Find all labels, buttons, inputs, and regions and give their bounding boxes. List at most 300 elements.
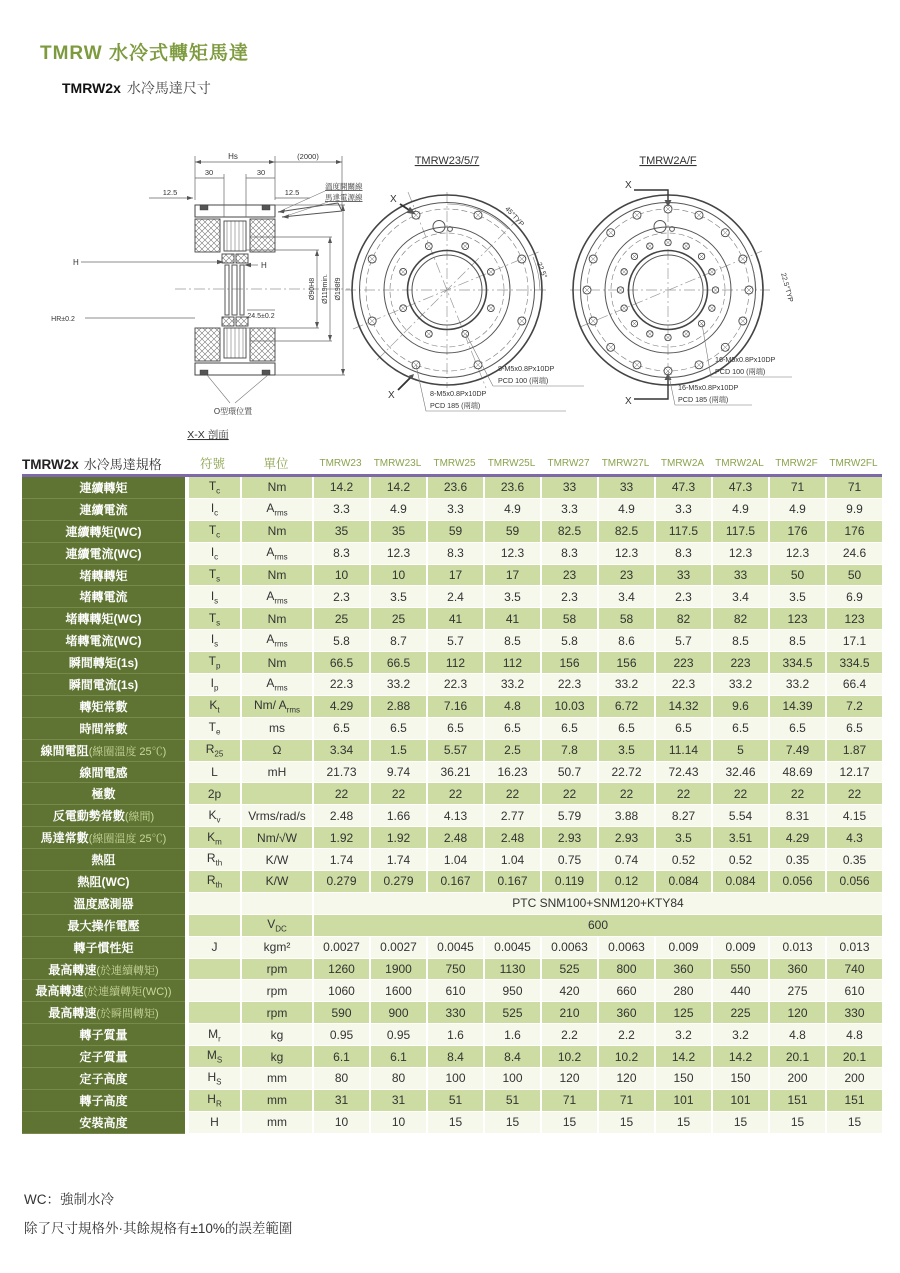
callout-pcd100-line1: 8-M5x0.8Px10DP bbox=[498, 364, 555, 373]
spec-row bbox=[22, 586, 882, 608]
spec-row-label: 堵轉電流(WC) bbox=[22, 630, 185, 652]
value-cell: 440 bbox=[711, 980, 768, 1002]
spec-row bbox=[22, 652, 882, 674]
value-cell: 58 bbox=[597, 608, 654, 630]
value-cell: 3.3 bbox=[654, 499, 711, 521]
value-cell: 41 bbox=[483, 608, 540, 630]
angle-45typ-label: 45°TYP bbox=[503, 205, 525, 229]
value-cell: 7.49 bbox=[768, 740, 825, 762]
stator-section bbox=[195, 219, 220, 252]
spec-row-label: 安裝高度 bbox=[22, 1112, 185, 1134]
value-cell: 41 bbox=[426, 608, 483, 630]
column-header-tmrw27l: TMRW27L bbox=[597, 452, 654, 477]
unit-cell: $V_{DC}$ bbox=[240, 915, 312, 937]
value-cell: 6.1 bbox=[369, 1046, 426, 1068]
x-marker-top: X bbox=[625, 180, 632, 191]
value-cell: 22 bbox=[369, 783, 426, 805]
value-cell: 72.43 bbox=[654, 762, 711, 784]
callout-pcd100-line2: PCD 100 (兩端) bbox=[498, 376, 549, 385]
value-cell: 800 bbox=[597, 959, 654, 981]
spec-table-body bbox=[22, 477, 882, 1134]
value-cell: 1260 bbox=[312, 959, 369, 981]
unit-cell: mm bbox=[240, 1090, 312, 1112]
spec-row bbox=[22, 740, 882, 762]
value-cell: 0.0063 bbox=[597, 937, 654, 959]
value-cell: 1.74 bbox=[369, 849, 426, 871]
spec-row bbox=[22, 674, 882, 696]
callout-pcd185-line1: 16-M5x0.8Px10DP bbox=[678, 383, 739, 392]
value-cell: 6.5 bbox=[825, 718, 882, 740]
value-cell: 0.35 bbox=[825, 849, 882, 871]
value-cell: 2.3 bbox=[654, 586, 711, 608]
value-cell: 3.51 bbox=[711, 827, 768, 849]
value-cell: 200 bbox=[768, 1068, 825, 1090]
column-header-unit: 單位 bbox=[240, 452, 312, 477]
spec-row-label: 轉子慣性矩 bbox=[22, 937, 185, 959]
unit-cell: rpm bbox=[240, 980, 312, 1002]
value-cell: 2.2 bbox=[597, 1024, 654, 1046]
value-cell: 80 bbox=[369, 1068, 426, 1090]
unit-cell: $A_{rms}$ bbox=[240, 499, 312, 521]
value-cell: 15 bbox=[426, 1112, 483, 1134]
value-cell: 0.056 bbox=[825, 871, 882, 893]
symbol-cell: $T_s$ bbox=[185, 565, 240, 587]
value-cell: 0.35 bbox=[768, 849, 825, 871]
value-cell: 6.5 bbox=[597, 718, 654, 740]
spec-row-label: 最高轉速(於連續轉矩) bbox=[22, 959, 185, 981]
unit-cell: Nm bbox=[240, 477, 312, 499]
spec-row-label: 瞬間電流(1s) bbox=[22, 674, 185, 696]
symbol-cell: $T_e$ bbox=[185, 718, 240, 740]
value-cell: 10.03 bbox=[540, 696, 597, 718]
value-cell: 33 bbox=[654, 565, 711, 587]
spec-row bbox=[22, 718, 882, 740]
value-cell: 210 bbox=[540, 1002, 597, 1024]
value-cell: 0.013 bbox=[825, 937, 882, 959]
spec-row bbox=[22, 915, 882, 937]
value-cell: 8.27 bbox=[654, 805, 711, 827]
value-cell: 35 bbox=[369, 521, 426, 543]
spec-row bbox=[22, 543, 882, 565]
column-header-tmrw2al: TMRW2AL bbox=[711, 452, 768, 477]
value-cell: 23 bbox=[540, 565, 597, 587]
unit-cell: mm bbox=[240, 1112, 312, 1134]
value-cell: 3.3 bbox=[312, 499, 369, 521]
value-cell: 550 bbox=[711, 959, 768, 981]
unit-cell: kg bbox=[240, 1024, 312, 1046]
spec-row-label: 定子高度 bbox=[22, 1068, 185, 1090]
value-cell: 22 bbox=[654, 783, 711, 805]
value-cell: 120 bbox=[540, 1068, 597, 1090]
unit-cell: $A_{rms}$ bbox=[240, 674, 312, 696]
unit-cell: Nm/√W bbox=[240, 827, 312, 849]
value-cell: 12.17 bbox=[825, 762, 882, 784]
value-cell: 4.29 bbox=[312, 696, 369, 718]
symbol-cell bbox=[185, 893, 240, 915]
value-cell: 1.5 bbox=[369, 740, 426, 762]
value-cell: 22.3 bbox=[654, 674, 711, 696]
merged-value-cell: 600 bbox=[312, 915, 882, 937]
spec-row-label: 線間電感 bbox=[22, 762, 185, 784]
value-cell: 176 bbox=[825, 521, 882, 543]
spec-row-label: 連續轉矩 bbox=[22, 477, 185, 499]
spec-row-label: 轉矩常數 bbox=[22, 696, 185, 718]
value-cell: 12.3 bbox=[483, 543, 540, 565]
value-cell: 71 bbox=[825, 477, 882, 499]
value-cell: 0.009 bbox=[711, 937, 768, 959]
value-cell: 0.0063 bbox=[540, 937, 597, 959]
value-cell: 6.5 bbox=[540, 718, 597, 740]
unit-cell: K/W bbox=[240, 849, 312, 871]
value-cell: 6.72 bbox=[597, 696, 654, 718]
value-cell: 8.6 bbox=[597, 630, 654, 652]
callout-pcd185-line2: PCD 185 (兩端) bbox=[678, 395, 729, 404]
value-cell: 71 bbox=[597, 1090, 654, 1112]
value-cell: 223 bbox=[711, 652, 768, 674]
value-cell: 112 bbox=[426, 652, 483, 674]
value-cell: 0.52 bbox=[654, 849, 711, 871]
value-cell: 20.1 bbox=[768, 1046, 825, 1068]
value-cell: 0.95 bbox=[369, 1024, 426, 1046]
value-cell: 4.15 bbox=[825, 805, 882, 827]
value-cell: 2.48 bbox=[426, 827, 483, 849]
value-cell: 8.3 bbox=[426, 543, 483, 565]
value-cell: 33.2 bbox=[483, 674, 540, 696]
value-cell: 12.3 bbox=[597, 543, 654, 565]
callout-pcd100-line1: 16-M5x0.8Px10DP bbox=[715, 355, 776, 364]
value-cell: 33 bbox=[540, 477, 597, 499]
value-cell: 2.2 bbox=[540, 1024, 597, 1046]
oring-label: O型環位置 bbox=[213, 407, 253, 416]
value-cell: 25 bbox=[312, 608, 369, 630]
spec-row-label: 連續轉矩(WC) bbox=[22, 521, 185, 543]
value-cell: 31 bbox=[369, 1090, 426, 1112]
value-cell: 225 bbox=[711, 1002, 768, 1024]
value-cell: 3.3 bbox=[426, 499, 483, 521]
unit-cell: rpm bbox=[240, 1002, 312, 1024]
value-cell: 4.9 bbox=[483, 499, 540, 521]
value-cell: 6.9 bbox=[825, 586, 882, 608]
spec-table-title: TMRW2x 水冷馬達規格 bbox=[22, 452, 185, 477]
value-cell: 100 bbox=[483, 1068, 540, 1090]
column-header-tmrw27: TMRW27 bbox=[540, 452, 597, 477]
value-cell: 360 bbox=[597, 1002, 654, 1024]
unit-cell: kgm² bbox=[240, 937, 312, 959]
value-cell: 6.5 bbox=[711, 718, 768, 740]
value-cell: 223 bbox=[654, 652, 711, 674]
symbol-cell: $T_p$ bbox=[185, 652, 240, 674]
value-cell: 8.5 bbox=[711, 630, 768, 652]
value-cell: 59 bbox=[426, 521, 483, 543]
unit-cell: Nm bbox=[240, 521, 312, 543]
value-cell: 1.6 bbox=[483, 1024, 540, 1046]
spec-row bbox=[22, 762, 882, 784]
value-cell: 33 bbox=[711, 565, 768, 587]
value-cell: 25 bbox=[369, 608, 426, 630]
spec-row-label: 馬達常數(線圈溫度 25℃) bbox=[22, 827, 185, 849]
symbol-cell bbox=[185, 980, 240, 1002]
value-cell: 525 bbox=[483, 1002, 540, 1024]
value-cell: 5.7 bbox=[654, 630, 711, 652]
section-drawing bbox=[25, 138, 363, 448]
symbol-cell bbox=[185, 959, 240, 981]
value-cell: 156 bbox=[540, 652, 597, 674]
spec-row-label: 最高轉速(於連續轉矩(WC)) bbox=[22, 980, 185, 1002]
value-cell: 334.5 bbox=[768, 652, 825, 674]
spec-row bbox=[22, 477, 882, 499]
page-subtitle bbox=[62, 78, 211, 98]
value-cell: 150 bbox=[711, 1068, 768, 1090]
symbol-cell: 2p bbox=[185, 783, 240, 805]
angle-225typ-label: 22.5°TYP bbox=[779, 272, 794, 304]
value-cell: 33.2 bbox=[711, 674, 768, 696]
symbol-cell: $I_p$ bbox=[185, 674, 240, 696]
dim-30-right-label: 30 bbox=[256, 168, 266, 177]
value-cell: 0.12 bbox=[597, 871, 654, 893]
value-cell: 100 bbox=[426, 1068, 483, 1090]
value-cell: 2.48 bbox=[483, 827, 540, 849]
angle-225-label: 22.5° bbox=[535, 261, 548, 280]
value-cell: 3.5 bbox=[654, 827, 711, 849]
value-cell: 0.0045 bbox=[483, 937, 540, 959]
value-cell: 275 bbox=[768, 980, 825, 1002]
value-cell: 0.52 bbox=[711, 849, 768, 871]
value-cell: 0.013 bbox=[768, 937, 825, 959]
value-cell: 0.74 bbox=[597, 849, 654, 871]
value-cell: 50.7 bbox=[540, 762, 597, 784]
unit-cell bbox=[240, 783, 312, 805]
value-cell: 66.4 bbox=[825, 674, 882, 696]
spec-header-row bbox=[22, 452, 882, 477]
value-cell: 14.2 bbox=[654, 1046, 711, 1068]
value-cell: 125 bbox=[654, 1002, 711, 1024]
value-cell: 24.6 bbox=[825, 543, 882, 565]
value-cell: 0.009 bbox=[654, 937, 711, 959]
spec-row-label: 極數 bbox=[22, 783, 185, 805]
spec-row bbox=[22, 893, 882, 915]
value-cell: 22 bbox=[540, 783, 597, 805]
value-cell: 8.4 bbox=[426, 1046, 483, 1068]
value-cell: 590 bbox=[312, 1002, 369, 1024]
value-cell: 740 bbox=[825, 959, 882, 981]
value-cell: 5.8 bbox=[312, 630, 369, 652]
value-cell: 610 bbox=[825, 980, 882, 1002]
spec-row-label: 轉子高度 bbox=[22, 1090, 185, 1112]
unit-cell: mH bbox=[240, 762, 312, 784]
unit-cell: $A_{rms}$ bbox=[240, 543, 312, 565]
callout-pcd100-line2: PCD 100 (兩端) bbox=[715, 367, 766, 376]
x-marker-bottom: X bbox=[388, 390, 395, 401]
spec-row-label: 熱阻(WC) bbox=[22, 871, 185, 893]
value-cell: 8.31 bbox=[768, 805, 825, 827]
value-cell: 14.2 bbox=[711, 1046, 768, 1068]
dim-h-left-label: H bbox=[73, 258, 79, 267]
subtitle-model: TMRW2x bbox=[62, 80, 121, 96]
value-cell: 1.66 bbox=[369, 805, 426, 827]
value-cell: 1.92 bbox=[312, 827, 369, 849]
value-cell: 5.54 bbox=[711, 805, 768, 827]
value-cell: 10 bbox=[312, 565, 369, 587]
spec-row bbox=[22, 805, 882, 827]
spec-row bbox=[22, 849, 882, 871]
column-header-tmrw2a: TMRW2A bbox=[654, 452, 711, 477]
value-cell: 1.74 bbox=[312, 849, 369, 871]
callout-pcd185-line1: 8-M5x0.8Px10DP bbox=[430, 389, 487, 398]
subtitle-text: 水冷馬達尺寸 bbox=[126, 80, 211, 96]
value-cell: 1.04 bbox=[483, 849, 540, 871]
value-cell: 7.8 bbox=[540, 740, 597, 762]
value-cell: 71 bbox=[540, 1090, 597, 1112]
value-cell: 1.87 bbox=[825, 740, 882, 762]
symbol-cell: $K_m$ bbox=[185, 827, 240, 849]
value-cell: 10 bbox=[369, 565, 426, 587]
value-cell: 15 bbox=[654, 1112, 711, 1134]
value-cell: 20.1 bbox=[825, 1046, 882, 1068]
value-cell: 33.2 bbox=[768, 674, 825, 696]
spec-row bbox=[22, 783, 882, 805]
value-cell: 1900 bbox=[369, 959, 426, 981]
value-cell: 610 bbox=[426, 980, 483, 1002]
spec-table-section bbox=[22, 452, 882, 1134]
unit-cell: Nm bbox=[240, 608, 312, 630]
value-cell: 0.167 bbox=[426, 871, 483, 893]
spec-row bbox=[22, 565, 882, 587]
value-cell: 0.084 bbox=[711, 871, 768, 893]
value-cell: 750 bbox=[426, 959, 483, 981]
spec-row bbox=[22, 980, 882, 1002]
value-cell: 4.8 bbox=[483, 696, 540, 718]
value-cell: 420 bbox=[540, 980, 597, 1002]
value-cell: 2.88 bbox=[369, 696, 426, 718]
symbol-cell: $M_S$ bbox=[185, 1046, 240, 1068]
value-cell: 22 bbox=[312, 783, 369, 805]
value-cell: 2.93 bbox=[597, 827, 654, 849]
value-cell: 23 bbox=[597, 565, 654, 587]
value-cell: 5.7 bbox=[426, 630, 483, 652]
symbol-cell: L bbox=[185, 762, 240, 784]
symbol-cell: $I_s$ bbox=[185, 586, 240, 608]
flange-drawing-small bbox=[338, 138, 580, 448]
spec-row bbox=[22, 608, 882, 630]
value-cell: 334.5 bbox=[825, 652, 882, 674]
column-header-tmrw25: TMRW25 bbox=[426, 452, 483, 477]
value-cell: 15 bbox=[597, 1112, 654, 1134]
value-cell: 82 bbox=[654, 608, 711, 630]
value-cell: 1060 bbox=[312, 980, 369, 1002]
value-cell: 8.3 bbox=[312, 543, 369, 565]
value-cell: 3.88 bbox=[597, 805, 654, 827]
value-cell: 80 bbox=[312, 1068, 369, 1090]
spec-table bbox=[22, 452, 882, 1134]
dim-hs-label: Hs bbox=[228, 152, 238, 161]
spec-row bbox=[22, 1002, 882, 1024]
value-cell: 3.4 bbox=[711, 586, 768, 608]
unit-cell: Nm bbox=[240, 652, 312, 674]
value-cell: 6.5 bbox=[312, 718, 369, 740]
value-cell: 4.29 bbox=[768, 827, 825, 849]
value-cell: 156 bbox=[597, 652, 654, 674]
value-cell: 2.3 bbox=[540, 586, 597, 608]
value-cell: 123 bbox=[825, 608, 882, 630]
value-cell: 9.9 bbox=[825, 499, 882, 521]
value-cell: 14.2 bbox=[312, 477, 369, 499]
dia-119min-label: Ø119min. bbox=[322, 274, 329, 304]
value-cell: 14.2 bbox=[369, 477, 426, 499]
spec-row-label: 定子質量 bbox=[22, 1046, 185, 1068]
column-header-tmrw25l: TMRW25L bbox=[483, 452, 540, 477]
value-cell: 14.32 bbox=[654, 696, 711, 718]
value-cell: 33.2 bbox=[369, 674, 426, 696]
value-cell: 0.279 bbox=[312, 871, 369, 893]
spec-row-label: 最高轉速(於瞬間轉矩) bbox=[22, 1002, 185, 1024]
cooling-port bbox=[433, 221, 445, 233]
value-cell: 21.73 bbox=[312, 762, 369, 784]
cable-label-motor-power: 馬達電源線 bbox=[325, 193, 363, 202]
value-cell: 82.5 bbox=[540, 521, 597, 543]
value-cell: 22 bbox=[597, 783, 654, 805]
value-cell: 1.92 bbox=[369, 827, 426, 849]
value-cell: 120 bbox=[597, 1068, 654, 1090]
unit-cell: Nm/ $A_{rms}$ bbox=[240, 696, 312, 718]
flange-large-title: TMRW2A/F bbox=[639, 155, 697, 167]
spec-row bbox=[22, 937, 882, 959]
value-cell: 0.0045 bbox=[426, 937, 483, 959]
column-header-symbol: 符號 bbox=[185, 452, 240, 477]
value-cell: 15 bbox=[768, 1112, 825, 1134]
value-cell: 525 bbox=[540, 959, 597, 981]
value-cell: 12.3 bbox=[711, 543, 768, 565]
value-cell: 3.5 bbox=[369, 586, 426, 608]
value-cell: 32.46 bbox=[711, 762, 768, 784]
spec-row bbox=[22, 521, 882, 543]
value-cell: 22 bbox=[768, 783, 825, 805]
value-cell: 151 bbox=[768, 1090, 825, 1112]
value-cell: 6.1 bbox=[312, 1046, 369, 1068]
dia-198f9-label: Ø198f9 bbox=[335, 277, 342, 301]
spec-row bbox=[22, 1068, 882, 1090]
value-cell: 11.14 bbox=[654, 740, 711, 762]
value-cell: 47.3 bbox=[711, 477, 768, 499]
value-cell: 0.167 bbox=[483, 871, 540, 893]
dim-2000-label: (2000) bbox=[297, 152, 319, 161]
symbol-cell: $T_c$ bbox=[185, 521, 240, 543]
spec-row bbox=[22, 1090, 882, 1112]
value-cell: 5.57 bbox=[426, 740, 483, 762]
spec-row-label: 連續電流(WC) bbox=[22, 543, 185, 565]
spec-row-label: 連續電流 bbox=[22, 499, 185, 521]
value-cell: 360 bbox=[654, 959, 711, 981]
value-cell: 51 bbox=[483, 1090, 540, 1112]
value-cell: 330 bbox=[426, 1002, 483, 1024]
value-cell: 4.9 bbox=[369, 499, 426, 521]
value-cell: 112 bbox=[483, 652, 540, 674]
flange-drawing-large bbox=[580, 138, 822, 448]
dim-hr-label: HR±0.2 bbox=[51, 316, 75, 323]
value-cell: 0.95 bbox=[312, 1024, 369, 1046]
value-cell: 4.8 bbox=[825, 1024, 882, 1046]
value-cell: 950 bbox=[483, 980, 540, 1002]
value-cell: 123 bbox=[768, 608, 825, 630]
value-cell: 1.04 bbox=[426, 849, 483, 871]
spec-row-label: 時間常數 bbox=[22, 718, 185, 740]
unit-cell: kg bbox=[240, 1046, 312, 1068]
value-cell: 23.6 bbox=[426, 477, 483, 499]
value-cell: 5.79 bbox=[540, 805, 597, 827]
value-cell: 33.2 bbox=[597, 674, 654, 696]
value-cell: 50 bbox=[768, 565, 825, 587]
value-cell: 8.7 bbox=[369, 630, 426, 652]
spec-row bbox=[22, 1112, 882, 1134]
